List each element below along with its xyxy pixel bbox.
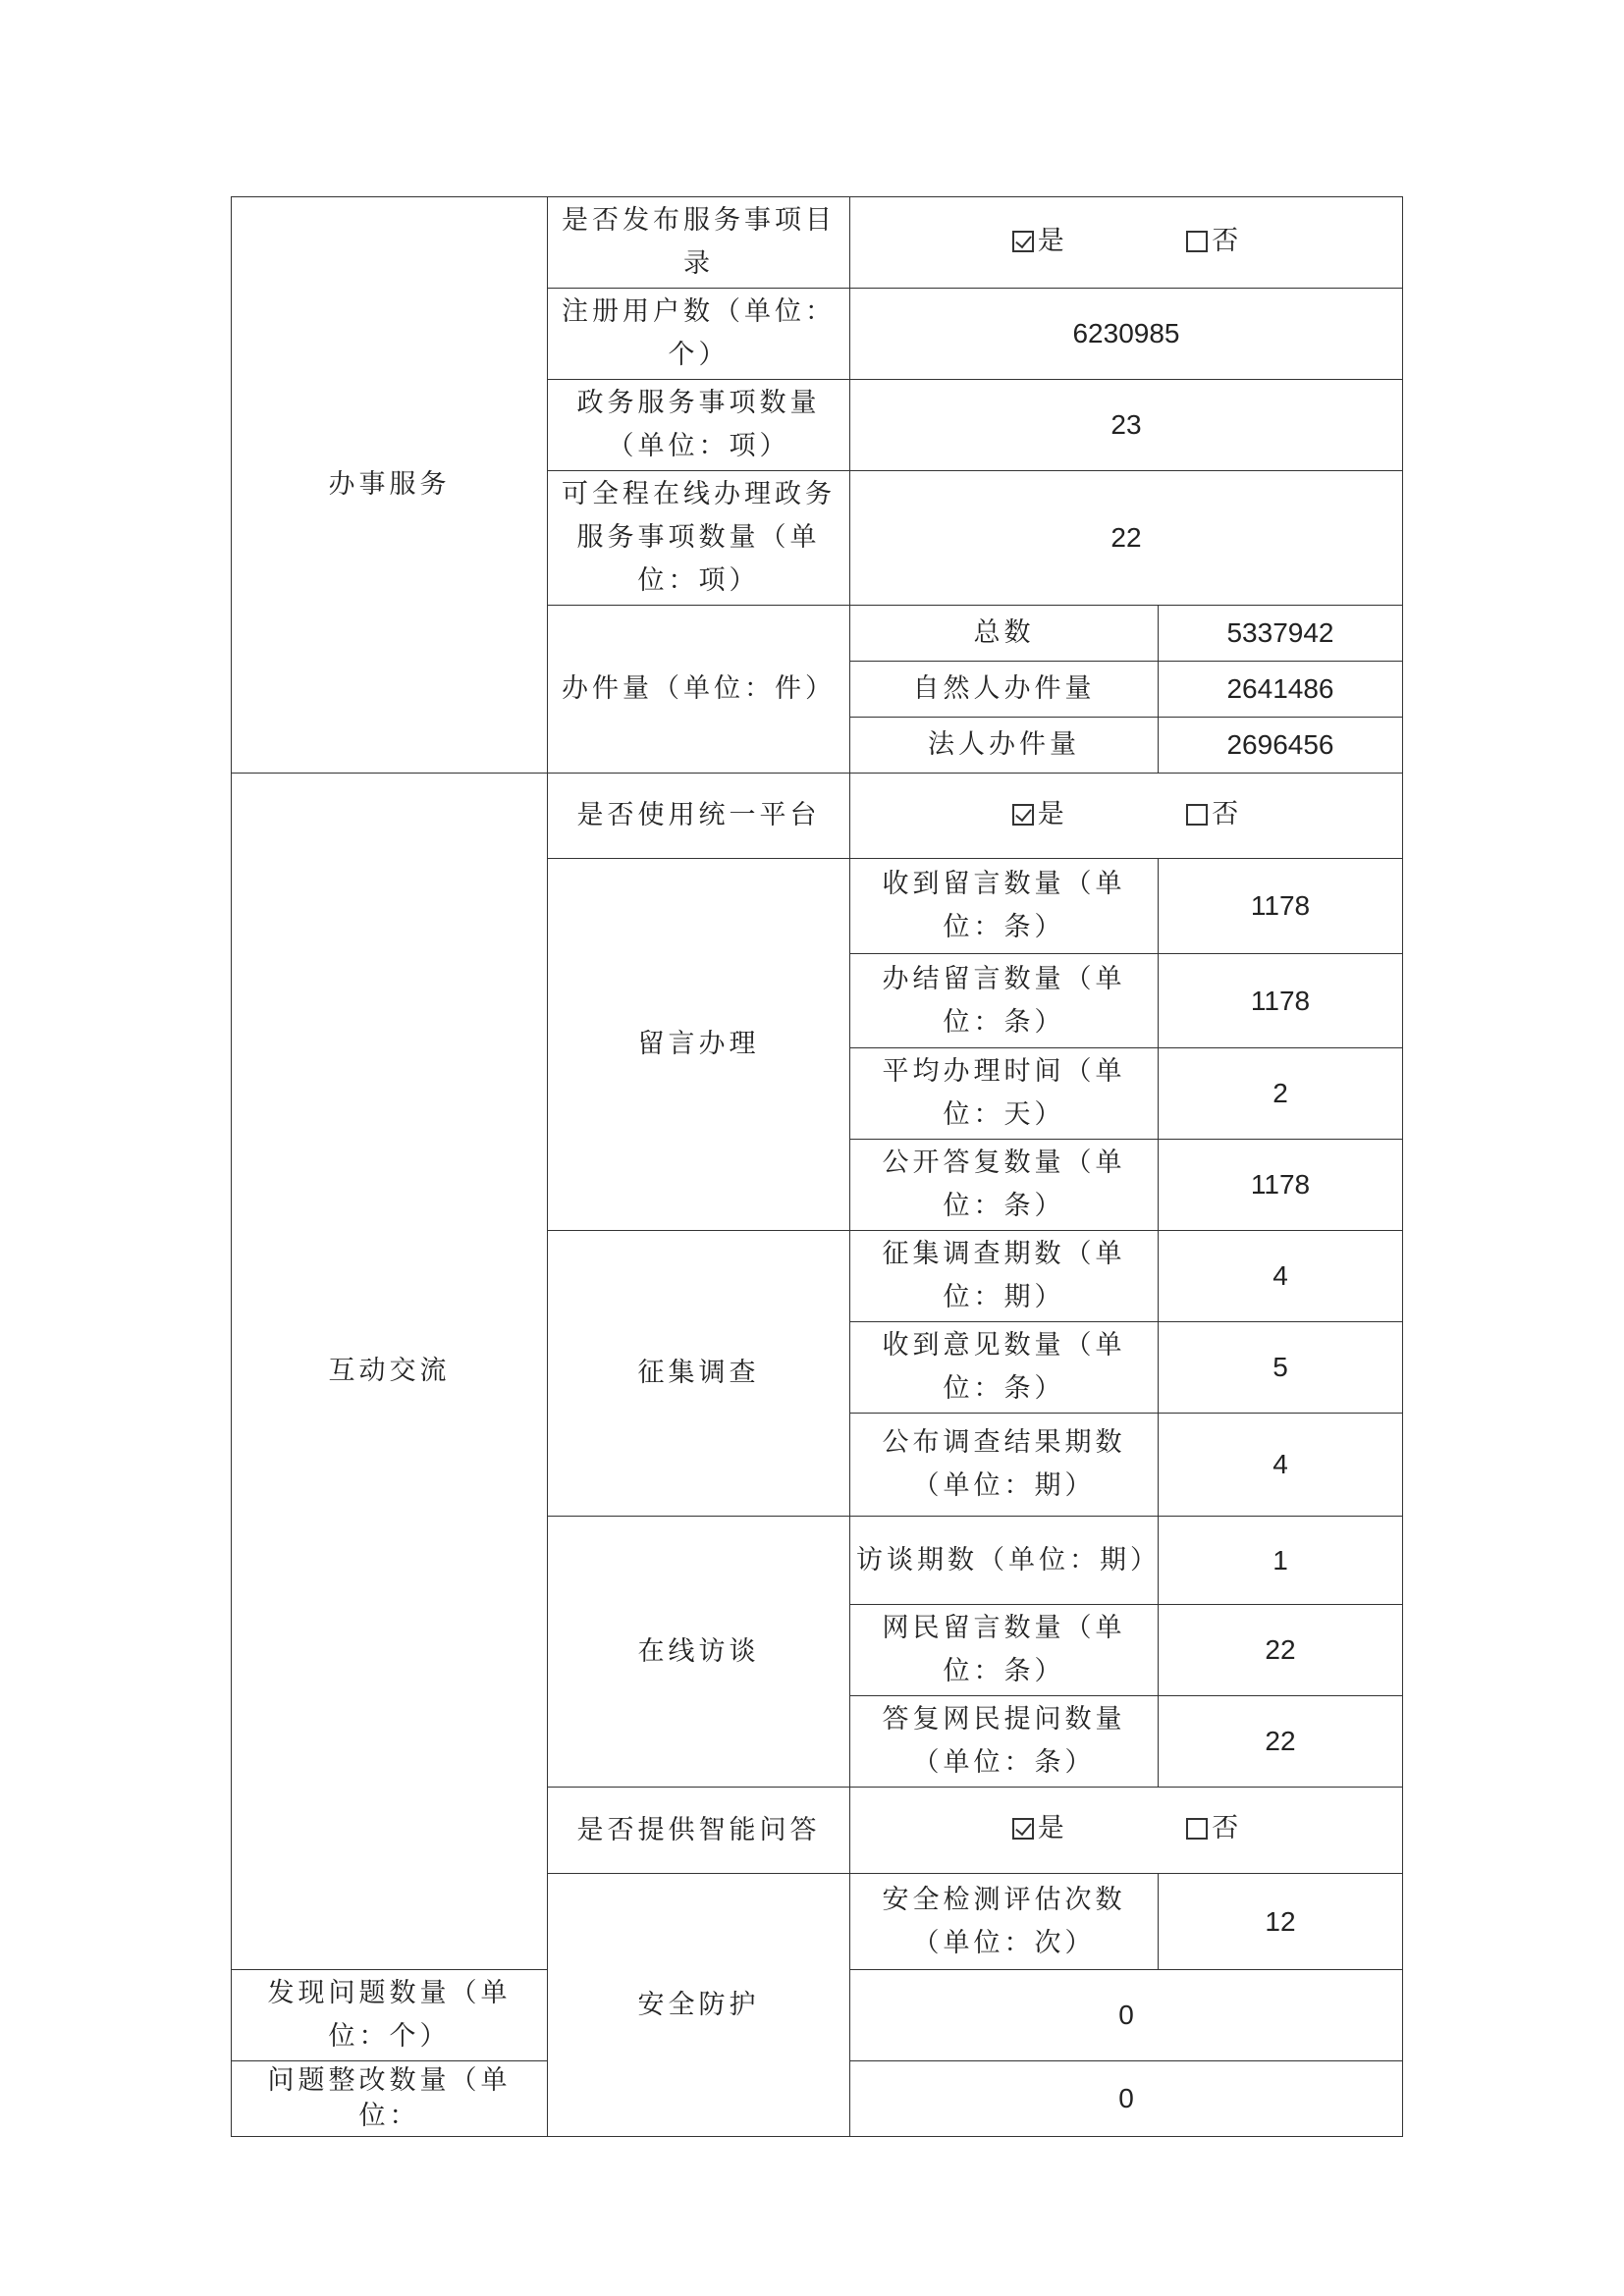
sub-label: 征集调查期数（单位：期） (850, 1231, 1159, 1322)
unchecked-box-icon (1186, 804, 1208, 826)
group-label: 征集调查 (548, 1231, 850, 1517)
unchecked-box-icon (1186, 231, 1208, 252)
group-label: 在线访谈 (548, 1517, 850, 1788)
checkbox-group (850, 1788, 1403, 1874)
checked-box-icon (1012, 804, 1034, 826)
checkbox-no[interactable]: 否 (1186, 1807, 1240, 1850)
row-value: 22 (1159, 1696, 1403, 1788)
checkbox-group (850, 774, 1403, 859)
row-value: 1178 (1159, 1140, 1403, 1231)
sub-label: 答复网民提问数量（单位：条） (850, 1696, 1159, 1788)
row-value: 6230985 (850, 289, 1403, 380)
row-value: 1 (1159, 1517, 1403, 1605)
category-security: 安全防护 (548, 1874, 850, 2137)
row-label: 是否使用统一平台 (548, 774, 850, 859)
row-label: 安全检测评估次数（单位：次） (850, 1874, 1159, 1970)
row-value: 0 (850, 2061, 1403, 2137)
row-label: 办件量（单位：件） (548, 606, 850, 774)
row-label: 发现问题数量（单位：个） (232, 1970, 548, 2061)
row-value: 1178 (1159, 954, 1403, 1048)
checkbox-yes[interactable]: 是 (1012, 793, 1066, 836)
row-label: 是否提供智能问答 (548, 1788, 850, 1874)
sub-label: 办结留言数量（单位：条） (850, 954, 1159, 1048)
checkbox-no[interactable]: 否 (1186, 793, 1240, 836)
category-service: 办事服务 (232, 197, 548, 774)
sub-label: 访谈期数（单位：期） (850, 1517, 1159, 1605)
row-value: 22 (850, 471, 1403, 606)
sub-label: 自然人办件量 (850, 662, 1159, 718)
sub-label: 法人办件量 (850, 718, 1159, 774)
unchecked-box-icon (1186, 1818, 1208, 1840)
checked-box-icon (1012, 231, 1034, 252)
row-label: 注册用户数（单位：个） (548, 289, 850, 380)
checkbox-yes[interactable]: 是 (1012, 220, 1066, 263)
row-value: 23 (850, 380, 1403, 471)
checkbox-yes[interactable]: 是 (1012, 1807, 1066, 1850)
row-value: 1178 (1159, 859, 1403, 954)
row-value: 5337942 (1159, 606, 1403, 662)
sub-label: 收到留言数量（单位：条） (850, 859, 1159, 954)
table-row (232, 197, 1403, 289)
row-value: 5 (1159, 1322, 1403, 1414)
row-value: 22 (1159, 1605, 1403, 1696)
report-table-container (231, 196, 1403, 2137)
row-value: 4 (1159, 1231, 1403, 1322)
checked-box-icon (1012, 1818, 1034, 1840)
sub-label: 总数 (850, 606, 1159, 662)
sub-label: 收到意见数量（单位：条） (850, 1322, 1159, 1414)
row-value: 2 (1159, 1048, 1403, 1140)
group-label: 留言办理 (548, 859, 850, 1231)
row-value: 0 (850, 1970, 1403, 2061)
table-row (232, 774, 1403, 859)
checkbox-no[interactable]: 否 (1186, 220, 1240, 263)
row-value: 2641486 (1159, 662, 1403, 718)
sub-label: 平均办理时间（单位：天） (850, 1048, 1159, 1140)
category-interaction: 互动交流 (232, 774, 548, 1970)
checkbox-group (850, 197, 1403, 289)
row-label: 问题整改数量（单位： (232, 2061, 548, 2137)
row-value: 2696456 (1159, 718, 1403, 774)
statistics-table (231, 196, 1403, 2137)
sub-label: 公布调查结果期数（单位：期） (850, 1414, 1159, 1517)
row-value: 12 (1159, 1874, 1403, 1970)
row-value: 4 (1159, 1414, 1403, 1517)
sub-label: 公开答复数量（单位：条） (850, 1140, 1159, 1231)
row-label: 政务服务事项数量（单位：项） (548, 380, 850, 471)
row-label: 可全程在线办理政务服务事项数量（单位：项） (548, 471, 850, 606)
sub-label: 网民留言数量（单位：条） (850, 1605, 1159, 1696)
row-label: 是否发布服务事项目录 (548, 197, 850, 289)
